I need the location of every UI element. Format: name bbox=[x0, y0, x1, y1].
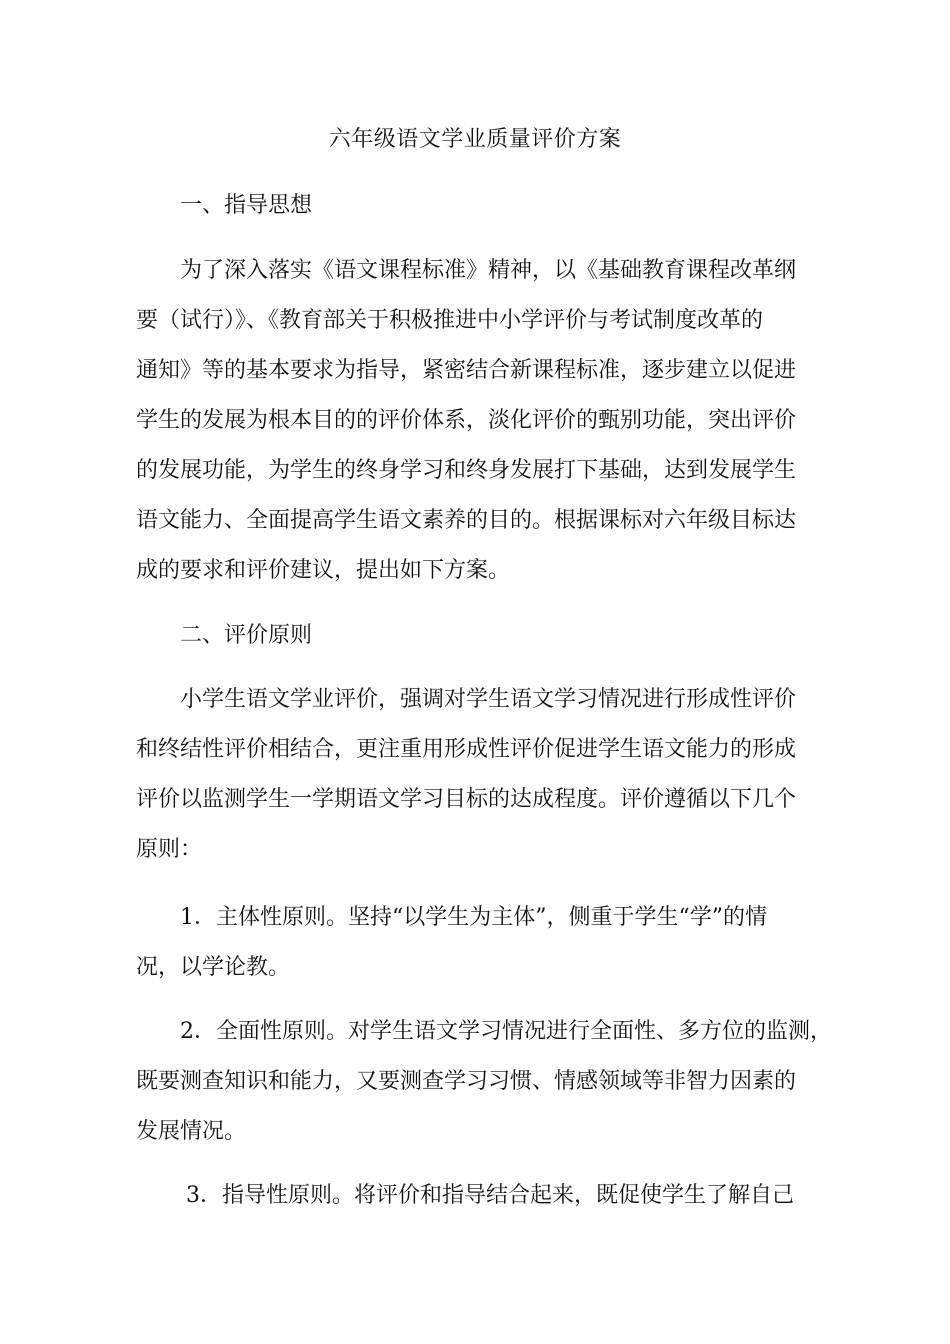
paragraph-line: 为了深入落实《语文课程标准》精神，以《基础教育课程改革纲 bbox=[180, 258, 797, 283]
document-title: 六年级语文学业质量评价方案 bbox=[328, 127, 622, 152]
paragraph-line: 语文能力、全面提高学生语文素养的目的。根据课标对六年级目标达 bbox=[136, 508, 797, 533]
paragraph-line: 和终结性评价相结合，更注重用形成性评价促进学生语文能力的形成 bbox=[136, 737, 797, 762]
paragraph-guiding-ideology bbox=[136, 246, 826, 596]
paragraph-principles-intro bbox=[136, 675, 826, 875]
paragraph-line: 的发展功能，为学生的终身学习和终身发展打下基础，达到发展学生 bbox=[136, 458, 797, 483]
paragraph-line: 况，以学论教。 bbox=[136, 955, 291, 980]
paragraph-line: 3．指导性原则。将评价和指导结合起来，既促使学生了解自己 bbox=[186, 1183, 794, 1208]
paragraph-line: 原则： bbox=[136, 837, 203, 862]
paragraph-line: 发展情况。 bbox=[136, 1119, 247, 1144]
paragraph-line: 成的要求和评价建议，提出如下方案。 bbox=[136, 558, 511, 583]
paragraph-principle-1 bbox=[136, 893, 826, 993]
section-heading-guiding-ideology: 一、指导思想 bbox=[180, 193, 313, 218]
paragraph-line: 2．全面性原则。对学生语文学习情况进行全面性、多方位的监测， bbox=[180, 1019, 832, 1044]
paragraph-line: 评价以监测学生一学期语文学习目标的达成程度。评价遵循以下几个 bbox=[136, 787, 797, 812]
paragraph-line: 既要测查知识和能力，又要测查学习习惯、情感领域等非智力因素的 bbox=[136, 1069, 797, 1094]
paragraph-line: 要（试行）》、《教育部关于积极推进中小学评价与考试制度改革的 bbox=[136, 308, 764, 333]
section-heading-evaluation-principles: 二、评价原则 bbox=[180, 623, 313, 648]
paragraph-line: 1．主体性原则。坚持“以学生为主体”，侧重于学生“学”的情 bbox=[180, 905, 767, 930]
paragraph-principle-2 bbox=[136, 1007, 832, 1157]
paragraph-line: 通知》等的基本要求为指导，紧密结合新课程标准，逐步建立以促进 bbox=[136, 358, 797, 383]
paragraph-line: 小学生语文学业评价，强调对学生语文学习情况进行形成性评价 bbox=[180, 687, 797, 712]
paragraph-line: 学生的发展为根本目的的评价体系，淡化评价的甄别功能，突出评价 bbox=[136, 408, 797, 433]
paragraph-principle-3 bbox=[136, 1171, 826, 1221]
